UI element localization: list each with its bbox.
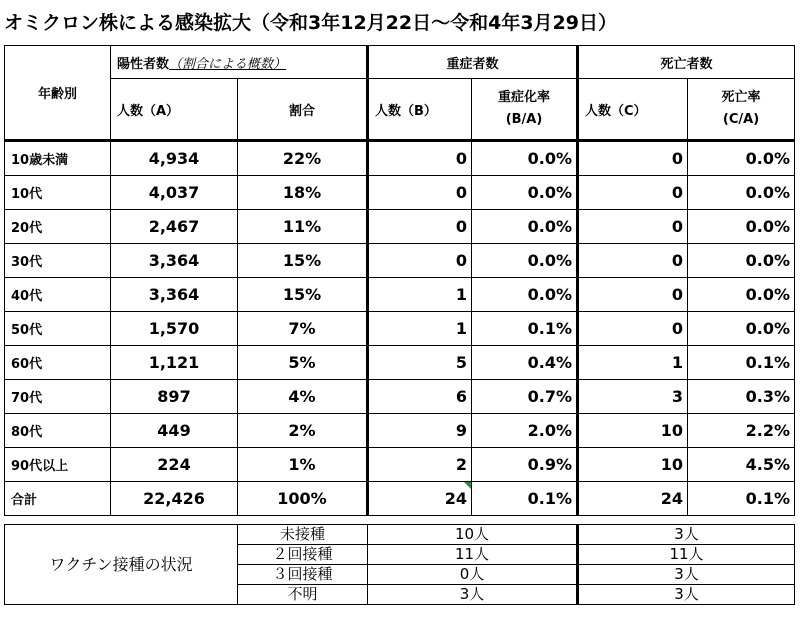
ratio-cell: 15%: [238, 278, 368, 312]
severe-cell: 9: [368, 414, 472, 448]
age-cell: 10代: [5, 176, 111, 210]
positive-group-header: 陽性者数（割合による概数）: [111, 46, 368, 79]
ratio-cell: 11%: [238, 210, 368, 244]
death-cell: 3: [578, 380, 688, 414]
severe-cell: 0: [368, 141, 472, 176]
death-rate-cell: 4.5%: [688, 448, 795, 482]
table-row: [5, 244, 795, 278]
severe-cell: 0: [368, 176, 472, 210]
death-cell: 24: [578, 482, 688, 516]
severe-group-header: 重症者数: [368, 46, 578, 79]
vaccination-status: 不明: [238, 585, 368, 605]
death-rate-cell: 0.3%: [688, 380, 795, 414]
severe-rate-cell: 0.0%: [472, 176, 578, 210]
ratio-cell: 7%: [238, 312, 368, 346]
page-title: オミクロン株による感染拡大（令和3年12月22日～令和4年3月29日）: [4, 12, 617, 34]
vaccination-label: ワクチン接種の状況: [5, 525, 238, 605]
positive-note: （割合による概数）: [169, 56, 287, 72]
vaccination-status: ３回接種: [238, 565, 368, 585]
vaccination-severe: 0人: [368, 565, 578, 585]
age-cell: 90代以上: [5, 448, 111, 482]
table-body: [5, 141, 795, 516]
ratio-cell: 4%: [238, 380, 368, 414]
vaccination-row: [5, 525, 795, 545]
age-cell: 70代: [5, 380, 111, 414]
death-rate-cell: 0.1%: [688, 482, 795, 516]
death-cell: 0: [578, 176, 688, 210]
severe-cell: 5: [368, 346, 472, 380]
severe-rate-cell: 2.0%: [472, 414, 578, 448]
vaccination-status: 未接種: [238, 525, 368, 545]
severe-rate-cell: 0.0%: [472, 141, 578, 176]
table-row: [5, 448, 795, 482]
death-cell: 0: [578, 141, 688, 176]
death-cell: 10: [578, 414, 688, 448]
positive-cell: 3,364: [111, 278, 238, 312]
table-row: [5, 482, 795, 516]
vaccination-death: 3人: [578, 525, 795, 545]
ratio-cell: 15%: [238, 244, 368, 278]
severe-rate-cell: 0.1%: [472, 312, 578, 346]
vaccination-death: 3人: [578, 565, 795, 585]
vaccination-severe: 3人: [368, 585, 578, 605]
table-row: [5, 312, 795, 346]
table-row: [5, 278, 795, 312]
severe-rate-cell: 0.0%: [472, 278, 578, 312]
positive-cell: 4,037: [111, 176, 238, 210]
ratio-cell: 2%: [238, 414, 368, 448]
age-cell: 合計: [5, 482, 111, 516]
death-rate-cell: 0.0%: [688, 278, 795, 312]
table-row: [5, 380, 795, 414]
death-rate-cell: 0.0%: [688, 244, 795, 278]
severe-rate-cell: 0.7%: [472, 380, 578, 414]
death-rate-cell: 0.1%: [688, 346, 795, 380]
age-cell: 60代: [5, 346, 111, 380]
ratio-cell: 1%: [238, 448, 368, 482]
ratio-cell: 5%: [238, 346, 368, 380]
ratio-cell: 18%: [238, 176, 368, 210]
ratio-cell: 22%: [238, 141, 368, 176]
table-row: [5, 176, 795, 210]
severe-rate-cell: 0.9%: [472, 448, 578, 482]
severe-cell: 2: [368, 448, 472, 482]
header-row-sub: [5, 79, 795, 141]
table-row: [5, 141, 795, 176]
ratio-cell: 100%: [238, 482, 368, 516]
positive-count-header: 人数（A）: [111, 79, 238, 141]
severe-cell: 6: [368, 380, 472, 414]
positive-cell: 897: [111, 380, 238, 414]
severe-cell: 0: [368, 210, 472, 244]
positive-cell: 22,426: [111, 482, 238, 516]
severe-cell: 1: [368, 312, 472, 346]
positive-cell: 2,467: [111, 210, 238, 244]
vaccination-severe: 10人: [368, 525, 578, 545]
age-cell: 80代: [5, 414, 111, 448]
age-cell: 10歳未満: [5, 141, 111, 176]
vaccination-death: 3人: [578, 585, 795, 605]
severe-cell: 0: [368, 244, 472, 278]
death-rate-cell: 0.0%: [688, 210, 795, 244]
age-cell: 50代: [5, 312, 111, 346]
positive-cell: 4,934: [111, 141, 238, 176]
severe-cell: 1: [368, 278, 472, 312]
death-cell: 0: [578, 210, 688, 244]
age-cell: 30代: [5, 244, 111, 278]
death-rate-cell: 0.0%: [688, 141, 795, 176]
severe-rate-header: 重症化率 (B/A): [472, 79, 578, 141]
table-row: [5, 414, 795, 448]
severe-cell: 24: [368, 482, 472, 516]
death-count-header: 人数（C）: [578, 79, 688, 141]
positive-cell: 1,570: [111, 312, 238, 346]
vaccination-status: ２回接種: [238, 545, 368, 565]
death-rate-cell: 0.0%: [688, 312, 795, 346]
death-cell: 0: [578, 312, 688, 346]
death-cell: 0: [578, 244, 688, 278]
table-row: [5, 346, 795, 380]
statistics-table: [4, 45, 795, 516]
severe-rate-cell: 0.4%: [472, 346, 578, 380]
vaccination-death: 11人: [578, 545, 795, 565]
header-row-group: [5, 46, 795, 79]
death-rate-cell: 2.2%: [688, 414, 795, 448]
death-rate-cell: 0.0%: [688, 176, 795, 210]
positive-cell: 3,364: [111, 244, 238, 278]
death-group-header: 死亡者数: [578, 46, 795, 79]
age-cell: 20代: [5, 210, 111, 244]
severe-count-header: 人数（B）: [368, 79, 472, 141]
positive-cell: 1,121: [111, 346, 238, 380]
table-row: [5, 210, 795, 244]
vaccination-severe: 11人: [368, 545, 578, 565]
positive-cell: 449: [111, 414, 238, 448]
severe-rate-cell: 0.0%: [472, 244, 578, 278]
severe-rate-cell: 0.1%: [472, 482, 578, 516]
vaccination-body: [5, 525, 795, 605]
severe-rate-cell: 0.0%: [472, 210, 578, 244]
death-cell: 0: [578, 278, 688, 312]
vaccination-table: [4, 524, 795, 605]
death-cell: 10: [578, 448, 688, 482]
death-rate-header: 死亡率 (C/A): [688, 79, 795, 141]
age-header: 年齢別: [5, 46, 111, 141]
positive-cell: 224: [111, 448, 238, 482]
ratio-header: 割合: [238, 79, 368, 141]
death-cell: 1: [578, 346, 688, 380]
age-cell: 40代: [5, 278, 111, 312]
